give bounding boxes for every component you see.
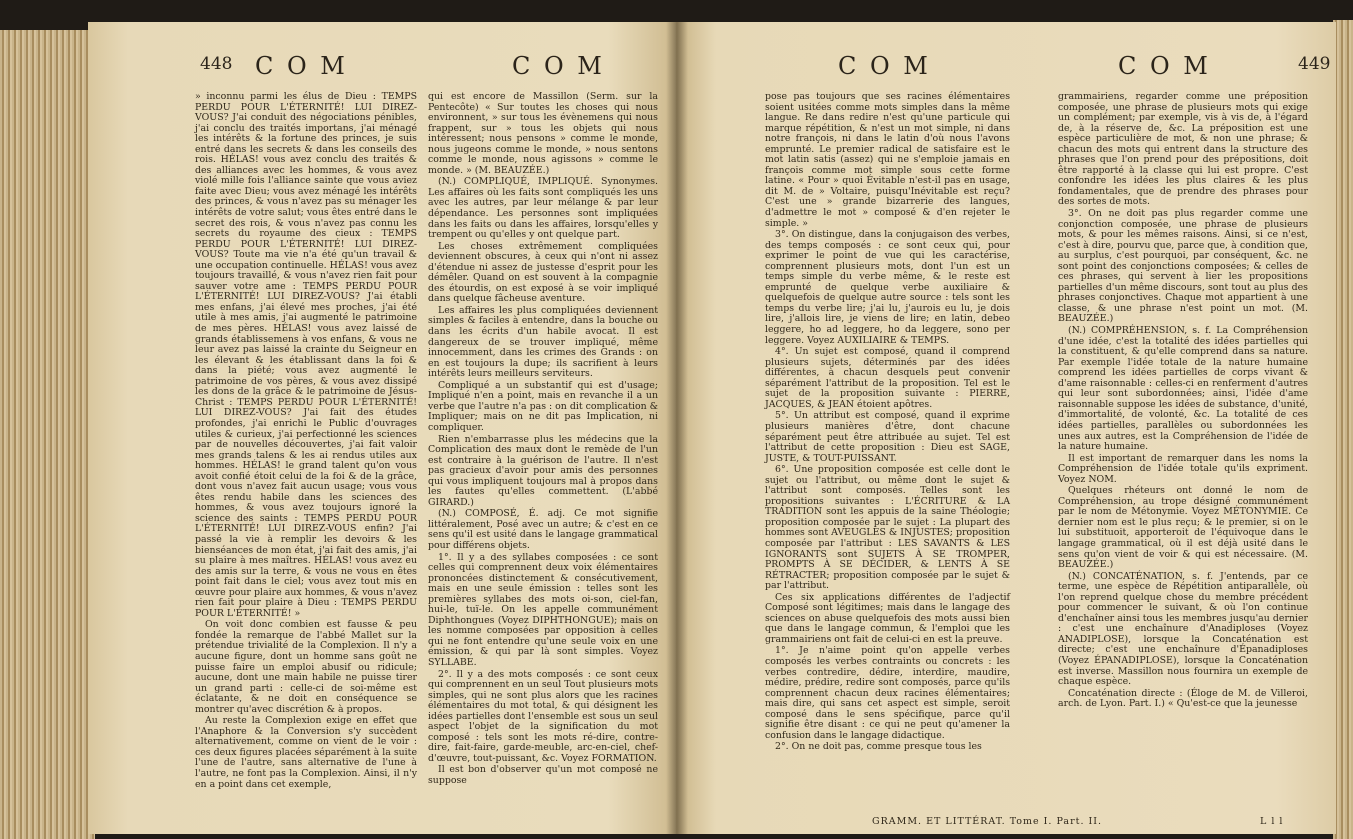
left-page-number: 448 — [200, 54, 233, 74]
paragraph: Quelques rhéteurs ont donné le nom de Compréhension, au trope désigné communément par le nom de Métonymie. Voyez MÉTONYMIE. Ce dernier nom est le plus reçu; & le premier, si on le lui substituoit, apporteroit de l'équivoque dans le langage grammatical, où il est déjà usité dans le sens qu'on vient de voir & qui est nécessaire. (M. BEAUZÉE.) — [1058, 485, 1308, 571]
entry-compréhension: (N.) COMPRÉHENSION, s. f. La Compréhension d'une idée, c'est la totalité des idées partielles qui la constituent, & qu'elle comprend dans sa nature. Par exemple l'idée totale de la nature humaine comprend les idées partielles de corps vivant & d'ame raisonnable : celles-ci en renferment d'autres qui leur sont subordonnées; ainsi, l'idée d'ame raisonnable suppose les idées de substance, d'unité, d'immortalité, de volonté, &c. La totalité de ces idées partielles, parallèles ou subordonnées les unes aux autres, est la Compréhension de l'idée de la nature humaine. — [1058, 325, 1308, 453]
entry-compliqué: (N.) COMPLIQUÉ, IMPLIQUÉ. Synonymes. Les affaires où les faits sont compliqués les uns avec les autres, par leur mélange & par leur dépendance. Les personnes sont impliquées dans les faits ou dans les affaires, lorsqu'elles y trempent ou qu'elles y ont quelque part. — [428, 176, 658, 241]
right-column-2 — [1058, 92, 1308, 782]
paragraph: Il est bon d'observer qu'un mot composé ne suppose — [428, 764, 658, 786]
left-column-2 — [428, 91, 659, 786]
paragraph: 2°. On ne doit pas, comme presque tous les — [775, 741, 982, 753]
paragraph: Ces six applications différentes de l'adjectif Composé sont légitimes; mais dans le langage des sciences on abuse quelquefois des mots aussi bien que dans le langage commun, & l'emploi que les grammairiens ont fait de celui-ci en est la preuve. — [765, 591, 1010, 645]
paragraph: Rien n'embarrasse plus les médecins que la Complication des maux dont le remède de l'un est contraire à la guérison de l'autre. Il n'est pas gracieux d'avoir pour amis des personnes qui vous impliquent toujours mal à propos dans les fautes qu'elles commettent. (L'abbé GIRARD.) — [428, 433, 658, 508]
right-page-edges — [1333, 20, 1353, 839]
right-header-right: C O M — [1118, 52, 1211, 80]
paragraph: Les affaires les plus compliquées deviennent simples & faciles à entendre, dans la bouche ou dans les écrits d'un habile avocat. Il est dangereux de se trouver impliqué, même innocemment, dans les crimes des Grands : on en est toujours la dupe; ils sacrifient à leurs intérêts leurs meilleurs serviteurs. — [428, 304, 658, 380]
paragraph: 3°. On ne doit pas plus regarder comme une conjonction composée, une phrase de plusieurs mots, & pour les mêmes raisons. Ainsi, si ce n'est, c'est à dire, pourvu que, parce que, à condition que, au surplus, c'est pourquoi, par conséquent, &c. ne sont point des conjonctions composées; & celles de ces phrases, qui servent à lier les propositions partielles d'un même discours, sont tout au plus des phrases conjonctives. Chaque mot appartient à une classe, & une phrase n'est point un mot. (M. BEAUZÉE.) — [1058, 208, 1308, 325]
right-page-number: 449 — [1298, 54, 1331, 74]
paragraph: » inconnu parmi les élus de Dieu : TEMPS PERDU POUR L'ÉTERNITÉ! LUI DIREZ-VOUS? J'ai conduit des négociations pénibles, j'ai conclu des traités importans, j'ai ménagé les intérêts & la fortune des princes, je suis entré dans les secrets & dans les conseils des rois. HÉLAS! vous avez conclu des traités & des alliances avec les hommes, & vous avez violé mille fois l'alliance sainte que vous aviez faite avec Dieu; vous avez ménagé les intérêts des princes, & vous n'avez pas su ménager les intérêts de votre salut; vous êtes entré dans le secret des rois, & vous n'avez pas connu les secrets du royaume des cieux : TEMPS PERDU POUR L'ÉTERNITÉ! LUI DIREZ-VOUS? Toute ma vie n'a été qu'un travail & une occupation continuelle. HÉLAS! vous avez toujours travaillé, & vous n'avez rien fait pour sauver votre ame : TEMPS PERDU POUR L'ÉTERNITÉ! LUI DIREZ-VOUS? J'ai établi mes enfans, j'ai élevé mes proches, j'ai été utile à mes amis, j'ai augmenté le patrimoine de mes pères. HÉLAS! vous avez laissé de grands établissemens à vos enfans, & vous ne leur avez pas laissé la crainte du Seigneur en les élevant & les établissant dans la foi & dans la piété; vous avez augmenté le patrimoine de vos pères, & vous avez dissipé les dons de la grâce & le patrimoine de Jésus-Christ : TEMPS PERDU POUR L'ÉTERNITÉ! LUI DIREZ-VOUS? J'ai fait des études profondes, j'ai enrichi le Public d'ouvrages utiles & curieux, j'ai perfectionné les sciences par de nouvelles découvertes, j'ai fait valoir mes grands talens & les ai rendus utiles aux hommes. HÉLAS! le grand talent qu'on vous avoit confié étoit celui de la foi & de la grâce, dont vous n'avez fait aucun usage; vous vous êtes rendu habile dans les sciences des hommes, & vous avez toujours ignoré la science des saints : TEMPS PERDU POUR L'ÉTERNITÉ! LUI DIREZ-VOUS enfin? J'ai passé la vie à remplir les devoirs & les bienséances de mon état, j'ai fait des amis, j'ai su plaire à mes maîtres. HÉLAS! vous avez eu des amis sur la terre, & vous ne vous en êtes point fait dans le ciel; vous avez tout mis en œuvre pour plaire aux hommes, & vous n'avez rien fait pour plaire à Dieu : TEMPS PERDU POUR L'ÉTERNITÉ! » — [195, 91, 417, 619]
paragraph: qui est encore de Massillon (Serm. sur la Pentecôte) « Sur toutes les choses qui nous environnent, » sur tous les évènemens qui nous frappent, sur » tous les objets qui nous intéressent; nous pensons » comme le monde, nous jugeons comme le monde, » nous sentons comme le monde, nous agissons » comme le monde. » (M. BEAUZÉE.) — [428, 91, 658, 176]
book-gutter — [666, 22, 688, 834]
paragraph: 3°. On distingue, dans la conjugaison des verbes, des temps composés : ce sont ceux qui, pour exprimer le point de vue qui les caractérise, comprennent plusieurs mots, dont l'un est un temps simple du verbe même, & le reste est emprunté de quelque verbe auxiliaire & quelquefois de quelque autre source : tels sont les temps du verbe lire; j'ai lu, j'aurois eu lu, je dois lire, j'allois lire, je viens de lire; en latin, debeo leggere, ho ad leggere, ho da leggere, sono per leggere. Voyez AUXILIAIRE & TEMPS. — [765, 229, 1010, 346]
paragraph: On voit donc combien est fausse & peu fondée la remarque de l'abbé Mallet sur la prétendue trivialité de la Complexion. Il n'y a aucune figure, dont un homme sans goût ne puisse faire un emploi abusif ou ridicule; aucune, dont une main habile ne puisse tirer un grand parti : celle-ci de soi-même est éclatante, & ne doit en conséquence se montrer qu'avec discrétion & à propos. — [195, 619, 417, 715]
signature-mark: L l l — [1260, 816, 1284, 827]
paragraph: 1°. Je n'aime point qu'on appelle verbes composés les verbes contraints ou concrets : les verbes contredire, dédire, interdire, maudire, médire, prédire, redire sont composés, parce qu'ils comprennent chacun deux racines élémentaires; mais dire, qui sans cet aspect est simple, seroit composé dans le sens spécifique, parce qu'il signifie être disant : ce qui ne peut qu'amener la confusion dans le langage didactique. — [765, 645, 1010, 741]
paragraph: 4°. Un sujet est composé, quand il comprend plusieurs sujets, déterminés par des idées différentes, à chacun desquels peut convenir séparément l'attribut de la proposition. Tel est le sujet de la proposition suivante : PIERRE, JACQUES, & JEAN étoient apôtres. — [765, 346, 1010, 410]
entry-composé: (N.) COMPOSÉ, É. adj. Ce mot signifie littéralement, Posé avec un autre; & c'est en ce sens qu'il est usité dans le langage grammatical pour différens objets. — [428, 508, 658, 551]
paragraph: 2°. Il y a des mots composés : ce sont ceux qui comprennent en un seul Tout plusieurs mots simples, qui ne sont plus alors que les racines élémentaires du mot total, & qui désignent les idées partielles dont l'ensemble est sous un seul aspect l'objet de la signification du mot composé : tels sont les mots ré-dire, contre-dire, fait-faire, garde-meuble, arc-en-ciel, chef-d'œuvre, tout-puissant, &c. Voyez FORMATION. — [428, 668, 659, 764]
paragraph: grammairiens, regarder comme une préposition composée, une phrase de plusieurs mots qui exige un complément; par exemple, vis à vis de, à l'égard de, à la réserve de, &c. La préposition est une espèce particulière de mot, & non une phrase; & chacun des mots qui entrent dans la structure des phrases que l'on prend pour des prépositions, doit être rapporté à la classe qui lui est propre. C'est confondre les idées les plus claires & les plus fondamentales, que de prendre des phrases pour des sortes de mots. — [1058, 91, 1308, 208]
right-column-1 — [765, 92, 1010, 782]
left-header-right: C O M — [512, 52, 605, 80]
left-header-left: C O M — [255, 52, 348, 80]
paragraph: 1°. Il y a des syllabes composées : ce sont celles qui comprennent deux voix élémentaires prononcées distinctement & consécutivement, mais en une seule émission : telles sont les premières syllabes des mots oi-son, ciel-fan, hui-le, tuï-le. On les appelle communément Diphthongues (Voyez DIPHTHONGUE); mais on les nomme composées par opposition à celles qui ne font entendre qu'une seule voix en une émission, & qui par là sont simples. Voyez SYLLABE. — [428, 551, 658, 668]
entry-concaténation: (N.) CONCATÉNATION, s. f. J'entends, par ce terme, une espèce de Répétition antiparallèle, où l'on reprend quelque chose du membre précédent pour commencer le suivant, & où l'on continue d'enchaîner ainsi tous les membres jusqu'au dernier : c'est une enchaînure d'Anadiploses (Voyez ANADIPLOSE), lorsque la Concaténation est directe; c'est une enchaînure d'Épanadiploses (Voyez ÉPANADIPLOSE), lorsque la Concaténation est inverse. Massillon nous fournira un exemple de chaque espèce. — [1058, 570, 1308, 688]
paragraph: Les choses extrêmement compliquées deviennent obscures, à ceux qui n'ont ni assez d'étendue ni assez de justesse d'esprit pour les démêler. Quand on est souvent à la compagnie des étourdis, on est exposé à se voir impliqué dans quelque fâcheuse aventure. — [428, 240, 658, 305]
paragraph: Il est important de remarquer dans les noms la Compréhension de l'idée totale qu'ils expriment. Voyez NOM. — [1058, 452, 1308, 485]
paragraph: Compliqué a un substantif qui est d'usage; Impliqué n'en a point, mais en revanche il a un verbe que l'autre n'a pas : on dit complication & Impliquer; mais on ne dit pas Implication, ni compliquer. — [428, 379, 658, 433]
paragraph: Au reste la Complexion exige en effet que l'Anaphore & la Conversion s'y succèdent alternativement, comme on vient de le voir : ces deux figures placées séparément à la suite l'une de l'autre, sans alternative de l'une à l'autre, ne font pas la Complexion. Ainsi, il n'y en a point dans cet exemple, — [195, 715, 417, 790]
paragraph: 6°. Une proposition composée est celle dont le sujet ou l'attribut, ou même dont le sujet & l'attribut sont composés. Telles sont les propositions suivantes : L'ÉCRITURE & LA TRADITION sont les appuis de la saine Théologie; proposition composée par le sujet : La plupart des hommes sont AVEUGLES & INJUSTES; proposition composée par l'attribut : LES SAVANTS & LES IGNORANTS sont SUJETS À SE TROMPER, PROMPTS À SE DÉCIDER, & LENTS À SE RÉTRACTER; proposition composée par le sujet & par l'attribut. — [765, 464, 1010, 592]
paragraph: Concaténation directe : (Éloge de M. de Villeroi, arch. de Lyon. Part. I.) « Qu'est-ce que la jeunesse — [1058, 687, 1308, 710]
left-column-1 — [195, 91, 417, 790]
paragraph: pose pas toujours que ses racines élémentaires soient usitées comme mots simples dans la même langue. Re dans redire n'est qu'une particule qui marque répétition, & n'est un mot simple, ni dans notre françois, ni dans le latin d'où nous l'avons emprunté. Le premier radical de satisfaire est le mot latin satis (assez) qui ne s'emploie jamais en françois comme mot simple sous cette forme latine. « Pour » quoi Évitable n'est-il pas en usage, dit M. de » Voltaire, puisqu'Inévitable est reçu? C'est une » grande bizarrerie des langues, d'admettre le mot » composé & d'en rejeter le simple. » — [765, 91, 1010, 229]
signature-line: GRAMM. ET LITTÉRAT. Tome I. Part. II. — [872, 816, 1103, 827]
right-header-left: C O M — [838, 52, 931, 80]
paragraph: 5°. Un attribut est composé, quand il exprime plusieurs manières d'être, dont chacune séparément peut être attribuée au sujet. Tel est l'attribut de cette proposition : Dieu est SAGE, JUSTE, & TOUT-PUISSANT. — [765, 410, 1010, 464]
left-page-edges — [0, 30, 95, 839]
